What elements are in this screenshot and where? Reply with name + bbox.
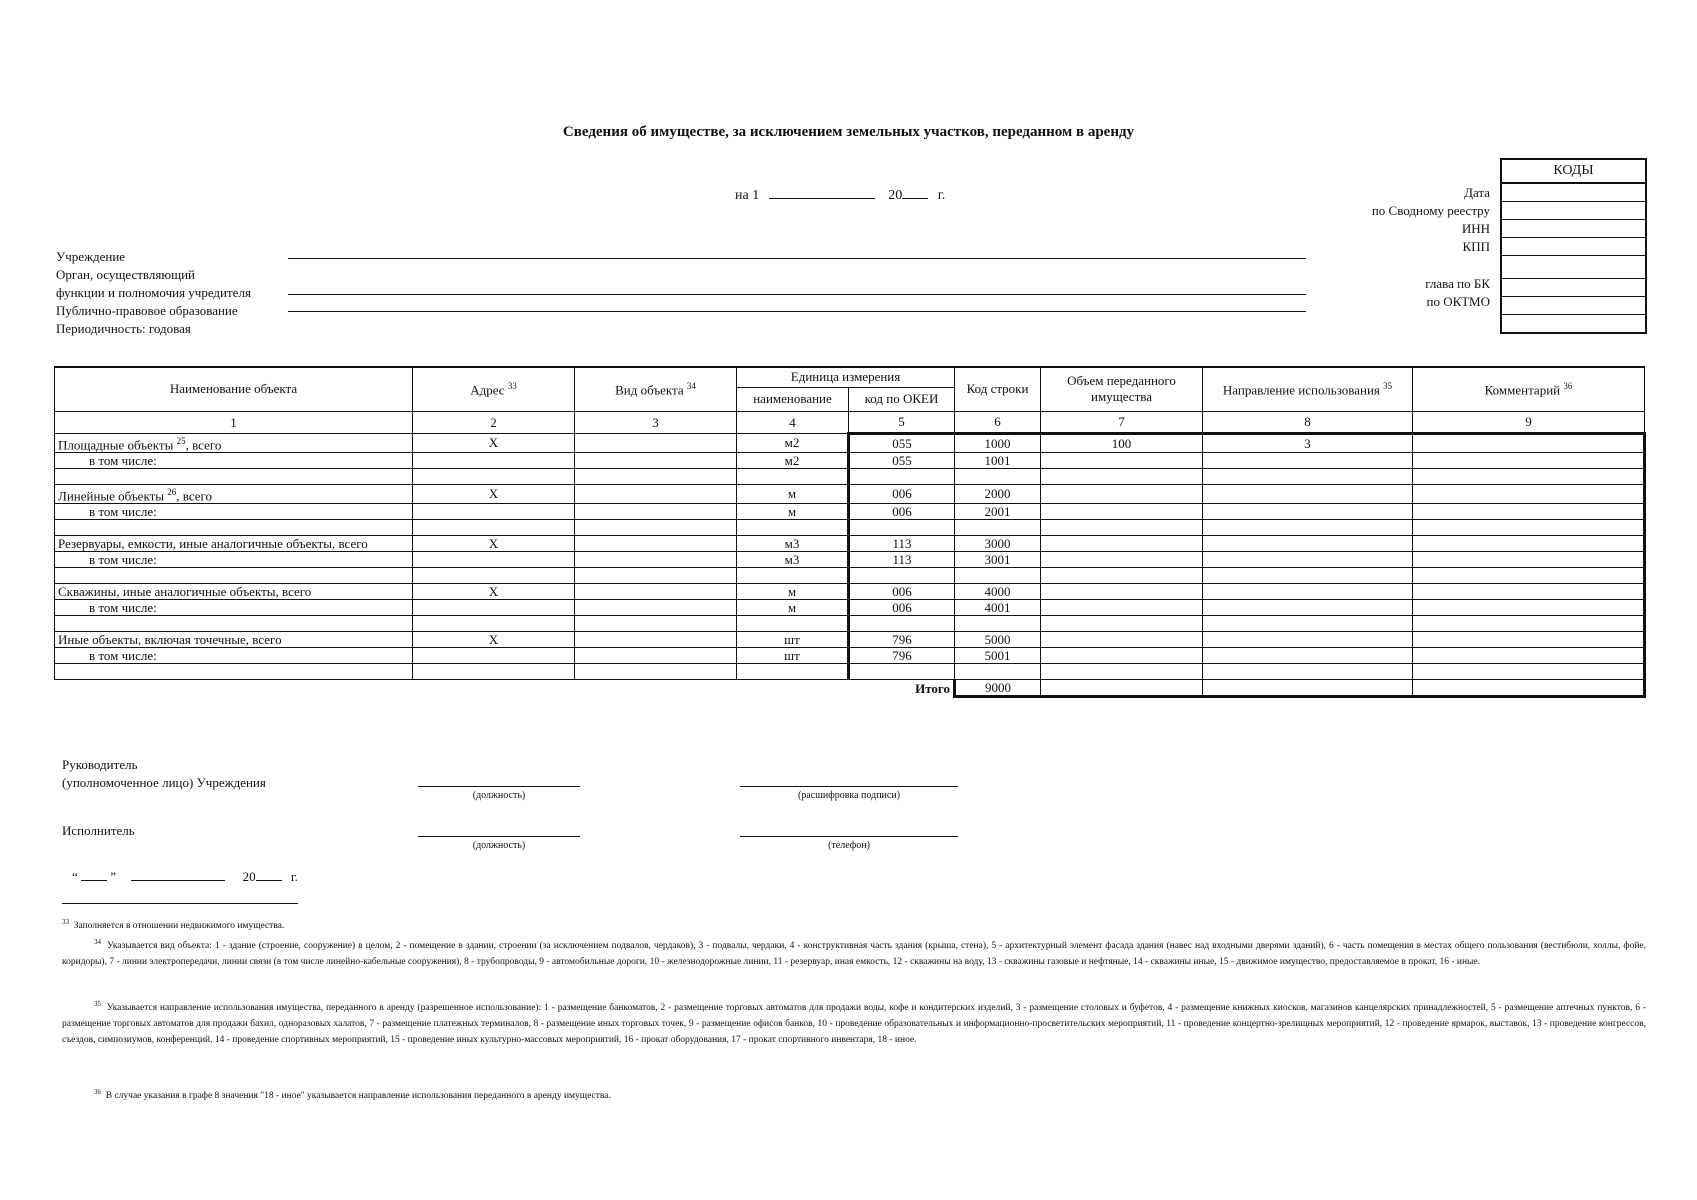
page-title: Сведения об имуществе, за исключением земельных участков, переданном в аренду [562, 124, 1135, 140]
address-cell[interactable]: X [413, 584, 575, 600]
property-table [54, 366, 1646, 698]
codes-label-registry: по Сводному реестру [1371, 203, 1490, 218]
header-unit-code: код по ОКЕИ [849, 387, 955, 411]
object-name-cell: Резервуары, емкости, иные аналогичные объекты, всего [55, 536, 413, 552]
date-suffix: г. [937, 188, 946, 203]
col-num: 2 [413, 411, 575, 433]
table-row-sub [55, 648, 1645, 664]
okei-code-cell: 055 [849, 433, 955, 452]
blank-cell[interactable] [1041, 520, 1203, 536]
sub-label-cell: в том числе: [55, 552, 413, 568]
executor-label: Исполнитель [62, 823, 135, 838]
col-num: 1 [55, 411, 413, 433]
blank-cell[interactable] [575, 568, 737, 584]
date-prefix: на 1 [735, 188, 760, 203]
blank-cell[interactable] [849, 616, 955, 632]
okei-code-cell: 113 [849, 536, 955, 552]
code-field-extra[interactable] [1502, 315, 1645, 332]
address-cell[interactable]: X [413, 536, 575, 552]
comment-cell[interactable] [1413, 648, 1645, 664]
sub-label-cell: в том числе: [55, 504, 413, 520]
table-row-total [55, 584, 1645, 600]
row-code-cell: 2000 [955, 484, 1041, 503]
unit-name-cell: м2 [737, 433, 849, 452]
blank-cell[interactable] [1041, 468, 1203, 484]
org-institution-label: Учреждение [56, 249, 126, 264]
row-code-cell: 3001 [955, 552, 1041, 568]
okei-code-cell: 055 [849, 452, 955, 468]
total-label: Итого [55, 680, 955, 697]
blank-cell[interactable] [1203, 520, 1413, 536]
direction-cell[interactable] [1203, 584, 1413, 600]
footnote-33: $^{33}$ Заполняется в отношении недвижимого имущества. [62, 918, 285, 932]
okei-code-cell: 006 [849, 600, 955, 616]
table-row-total [55, 484, 1645, 503]
unit-name-cell: м [737, 484, 849, 503]
header-direction: Направление использования $^{35}$ [1203, 367, 1413, 411]
object-name-cell: Площадные объекты $^{25}$, всего [55, 433, 413, 452]
col-num: 9 [1413, 411, 1645, 433]
blank-cell [55, 664, 413, 680]
kind-cell[interactable] [575, 584, 737, 600]
table-row-total [55, 536, 1645, 552]
sign-date-month-field[interactable] [131, 868, 225, 881]
footnote-34: $^{34}$ Указывается вид объекта: 1 - здание (строение, сооружение) в целом, 2 - помещение в здании, строении (за исключением подвалов, чердаков), 3 - подвалы, чердаки, 4 - конструктивная часть здания (крыша, стена), 5 - архитектурный элемент фасада здания (навес над входными дверями зданий), 6 - часть помещения в местах общего пользования (вестибюли, холлы, фойе, коридоры), 7 - линии электропередачи, линии связи (в том числе линейно-кабельные сооружения), 8 - трубопроводы, 9 - автомобильные дороги, 10 - железнодорожные линии, 11 - резервуар, иная емкость, 12 - скважины на воду, 13 - скважины газовые и нефтяные, 14 - скважины иные, 15 - движимое имущество, предоставляемое в прокат, 16 - иные. [62, 938, 1646, 968]
volume-cell[interactable]: 100 [1041, 433, 1203, 452]
header-unit: Единица измерения [737, 367, 955, 387]
direction-cell[interactable] [1203, 536, 1413, 552]
code-field-bk[interactable] [1502, 279, 1645, 297]
blank-cell[interactable] [575, 664, 737, 680]
row-code-cell: 5000 [955, 632, 1041, 648]
object-name-cell: Скважины, иные аналогичные объекты, всего [55, 584, 413, 600]
blank-cell[interactable] [413, 616, 575, 632]
head-label [62, 756, 266, 792]
direction-cell[interactable] [1203, 632, 1413, 648]
sign-date-line [72, 868, 298, 886]
total-code-cell: 9000 [955, 680, 1041, 697]
date-day-month-field[interactable] [769, 186, 875, 199]
table-row-total [55, 632, 1645, 648]
codes-label-kpp: КПП [1462, 239, 1490, 254]
blank-cell [55, 520, 413, 536]
table-row-itogo [55, 680, 1645, 697]
public-entity-field[interactable] [288, 311, 1306, 312]
table-row-blank [55, 520, 1645, 536]
date-year-field[interactable] [902, 186, 928, 199]
code-field-oktmo[interactable] [1502, 297, 1645, 315]
header-name: Наименование объекта [55, 367, 413, 411]
codes-label-inn: ИНН [1461, 221, 1490, 236]
unit-name-cell: м3 [737, 536, 849, 552]
blank-cell[interactable] [737, 664, 849, 680]
unit-name-cell: м [737, 504, 849, 520]
header-row-code: Код строки [955, 367, 1041, 411]
blank-cell[interactable] [737, 468, 849, 484]
footnote-35: $^{35}$ Указывается направление использования имущества, переданного в аренду (разрешенное использование): 1 - размещение банкоматов, 2 - размещение торговых автоматов для продажи воды, кофе и кондитерских изделий, 3 - размещение столовых и буфетов, 4 - размещение книжных киосков, магазинов канцелярских принадлежностей, 5 - размещение аптечных пунктов, 6 - размещение торговых автоматов для продажи бахил, одноразовых халатов, 7 - размещение платежных терминалов, 8 - размещение иных торговых точек, 9 - размещение офисов банков, 10 - проведение образовательных и информационно-просветительских мероприятий, 11 - проведение концертно-зрелищных мероприятий, 12 - проведение ярмарок, выставок, 13 - проведение конгрессов, съездов, симпозиумов, конференций, 14 - проведение спортивных мероприятий, 15 - проведение иных культурно-массовых мероприятий, 16 - прокат оборудования, 17 - прокат спортивного инвентаря, 18 - иное. [62, 1000, 1646, 1046]
direction-cell[interactable] [1203, 648, 1413, 664]
header-address: Адрес $^{33}$ [413, 367, 575, 411]
blank-cell[interactable] [955, 568, 1041, 584]
object-name-cell: Иные объекты, включая точечные, всего [55, 632, 413, 648]
kind-cell[interactable] [575, 632, 737, 648]
header-kind: Вид объекта $^{34}$ [575, 367, 737, 411]
okei-code-cell: 796 [849, 632, 955, 648]
sign-date-day-field[interactable] [81, 868, 107, 881]
table-row-sub [55, 552, 1645, 568]
blank-cell[interactable] [737, 616, 849, 632]
blank-cell[interactable] [575, 520, 737, 536]
okei-code-cell: 113 [849, 552, 955, 568]
blank-cell[interactable] [575, 468, 737, 484]
code-field-inn[interactable] [1502, 220, 1645, 238]
volume-cell[interactable] [1041, 648, 1203, 664]
address-cell[interactable] [413, 552, 575, 568]
institution-field[interactable] [288, 258, 1306, 259]
codes-label-bk: глава по БК [1425, 276, 1490, 291]
sign-date-open-quote: “ [72, 869, 78, 884]
col-num: 8 [1203, 411, 1413, 433]
org-public-entity-label: Публично-правовое образование [56, 303, 238, 318]
direction-cell[interactable]: 3 [1203, 433, 1413, 452]
blank-cell[interactable] [1203, 616, 1413, 632]
blank-cell[interactable] [849, 520, 955, 536]
sign-date-year-field[interactable] [256, 868, 282, 881]
sign-date-suffix: г. [290, 869, 298, 884]
unit-name-cell: м [737, 584, 849, 600]
comment-cell[interactable] [1413, 584, 1645, 600]
direction-cell[interactable] [1203, 504, 1413, 520]
total-direction-cell[interactable] [1203, 680, 1413, 697]
header-unit-name: наименование [737, 387, 849, 411]
blank-cell[interactable] [1203, 568, 1413, 584]
blank-cell[interactable] [1041, 616, 1203, 632]
blank-cell[interactable] [955, 664, 1041, 680]
blank-cell[interactable] [849, 664, 955, 680]
volume-cell[interactable] [1041, 600, 1203, 616]
unit-name-cell: м3 [737, 552, 849, 568]
sub-label-cell: в том числе: [55, 452, 413, 468]
comment-cell[interactable] [1413, 484, 1645, 503]
address-cell[interactable]: X [413, 433, 575, 452]
unit-name-cell: м [737, 600, 849, 616]
blank-cell[interactable] [1041, 664, 1203, 680]
blank-cell[interactable] [413, 468, 575, 484]
blank-cell[interactable] [1413, 520, 1645, 536]
blank-cell[interactable] [413, 520, 575, 536]
kind-cell[interactable] [575, 536, 737, 552]
row-code-cell: 3000 [955, 536, 1041, 552]
volume-cell[interactable] [1041, 552, 1203, 568]
col-num: 4 [737, 411, 849, 433]
table-row-sub [55, 504, 1645, 520]
sub-label-cell: в том числе: [55, 600, 413, 616]
kind-cell[interactable] [575, 600, 737, 616]
address-cell[interactable]: X [413, 632, 575, 648]
blank-cell[interactable] [413, 664, 575, 680]
executor-position-field[interactable] [418, 836, 580, 837]
blank-cell[interactable] [849, 568, 955, 584]
row-code-cell: 1000 [955, 433, 1041, 452]
blank-cell[interactable] [955, 520, 1041, 536]
col-num: 7 [1041, 411, 1203, 433]
object-name-cell: Линейные объекты $^{26}$, всего [55, 484, 413, 503]
unit-name-cell: шт [737, 632, 849, 648]
code-field-date[interactable] [1502, 184, 1645, 202]
org-block [56, 248, 251, 338]
footnote-36: $^{36}$ В случае указания в графе 8 значения "18 - иное" указывается направление использования переданного в аренду имущества. [94, 1088, 611, 1102]
comment-cell[interactable] [1413, 536, 1645, 552]
blank-cell[interactable] [1413, 568, 1645, 584]
footnote-separator [62, 903, 298, 904]
head-position-field[interactable] [418, 786, 580, 787]
authority-field[interactable] [288, 294, 1306, 295]
row-code-cell: 5001 [955, 648, 1041, 664]
code-field-registry[interactable] [1502, 202, 1645, 220]
comment-cell[interactable] [1413, 504, 1645, 520]
sign-date-close-quote: ” [110, 869, 117, 884]
head-label-line1: Руководитель [62, 757, 138, 772]
head-decode-caption: (расшифровка подписи) [797, 790, 901, 801]
okei-code-cell: 006 [849, 484, 955, 503]
kind-cell[interactable] [575, 648, 737, 664]
direction-cell[interactable] [1203, 452, 1413, 468]
table-row-blank [55, 468, 1645, 484]
head-position-caption: (должность) [472, 790, 526, 801]
row-code-cell: 1001 [955, 452, 1041, 468]
kind-cell[interactable] [575, 484, 737, 503]
okei-code-cell: 006 [849, 504, 955, 520]
col-num: 6 [955, 411, 1041, 433]
volume-cell[interactable] [1041, 584, 1203, 600]
volume-cell[interactable] [1041, 452, 1203, 468]
table-row-total [55, 433, 1645, 452]
volume-cell[interactable] [1041, 536, 1203, 552]
blank-cell[interactable] [955, 468, 1041, 484]
org-periodicity-label: Периодичность: годовая [56, 321, 191, 336]
kind-cell[interactable] [575, 552, 737, 568]
code-field-blank[interactable] [1502, 256, 1645, 279]
total-volume-cell[interactable] [1041, 680, 1203, 697]
comment-cell[interactable] [1413, 600, 1645, 616]
executor-phone-caption: (телефон) [828, 840, 870, 851]
codes-label-oktmo: по ОКТМО [1426, 294, 1490, 309]
report-date-line [735, 186, 945, 204]
kind-cell[interactable] [575, 433, 737, 452]
direction-cell[interactable] [1203, 552, 1413, 568]
sign-date-year-prefix: 20 [242, 869, 256, 884]
code-field-kpp[interactable] [1502, 238, 1645, 256]
executor-phone-field[interactable] [740, 836, 958, 837]
comment-cell[interactable] [1413, 452, 1645, 468]
volume-cell[interactable] [1041, 484, 1203, 503]
volume-cell[interactable] [1041, 632, 1203, 648]
row-code-cell: 4000 [955, 584, 1041, 600]
col-num: 5 [849, 411, 955, 433]
blank-cell[interactable] [955, 616, 1041, 632]
blank-cell [55, 616, 413, 632]
blank-cell [55, 468, 413, 484]
address-cell[interactable] [413, 452, 575, 468]
row-code-cell: 4001 [955, 600, 1041, 616]
org-authority-label-2: функции и полномочия учредителя [56, 285, 251, 300]
address-cell[interactable]: X [413, 484, 575, 503]
org-authority-label-1: Орган, осуществляющий [56, 267, 195, 282]
blank-cell[interactable] [1041, 568, 1203, 584]
blank-cell[interactable] [1413, 664, 1645, 680]
comment-cell[interactable] [1413, 552, 1645, 568]
okei-code-cell: 006 [849, 584, 955, 600]
table-row-sub [55, 600, 1645, 616]
address-cell[interactable] [413, 600, 575, 616]
table-row-blank [55, 616, 1645, 632]
okei-code-cell: 796 [849, 648, 955, 664]
codes-header: КОДЫ [1502, 160, 1645, 184]
blank-cell[interactable] [575, 616, 737, 632]
header-volume: Объем переданного имущества [1041, 367, 1203, 411]
column-numbers-row [55, 411, 1645, 433]
blank-cell[interactable] [1413, 468, 1645, 484]
address-cell[interactable] [413, 504, 575, 520]
volume-cell[interactable] [1041, 504, 1203, 520]
blank-cell [55, 568, 413, 584]
blank-cell[interactable] [1203, 468, 1413, 484]
executor-position-caption: (должность) [472, 840, 526, 851]
unit-name-cell: шт [737, 648, 849, 664]
head-label-line2: (уполномоченное лицо) Учреждения [62, 775, 266, 790]
codes-label-date: Дата [1464, 185, 1490, 200]
header-comment: Комментарий $^{36}$ [1413, 367, 1645, 411]
date-year-prefix: 20 [888, 188, 903, 203]
direction-cell[interactable] [1203, 484, 1413, 503]
comment-cell[interactable] [1413, 632, 1645, 648]
blank-cell[interactable] [737, 568, 849, 584]
blank-cell[interactable] [1203, 664, 1413, 680]
blank-cell[interactable] [1413, 616, 1645, 632]
sub-label-cell: в том числе: [55, 648, 413, 664]
total-comment-cell[interactable] [1413, 680, 1645, 697]
blank-cell[interactable] [737, 520, 849, 536]
blank-cell[interactable] [413, 568, 575, 584]
table-row-blank [55, 568, 1645, 584]
direction-cell[interactable] [1203, 600, 1413, 616]
comment-cell[interactable] [1413, 433, 1645, 452]
col-num: 3 [575, 411, 737, 433]
blank-cell[interactable] [849, 468, 955, 484]
address-cell[interactable] [413, 648, 575, 664]
head-signature-decode-field[interactable] [740, 786, 958, 787]
table-row-blank [55, 664, 1645, 680]
codes-box [1500, 158, 1647, 334]
kind-cell[interactable] [575, 504, 737, 520]
kind-cell[interactable] [575, 452, 737, 468]
unit-name-cell: м2 [737, 452, 849, 468]
table-row-sub [55, 452, 1645, 468]
row-code-cell: 2001 [955, 504, 1041, 520]
